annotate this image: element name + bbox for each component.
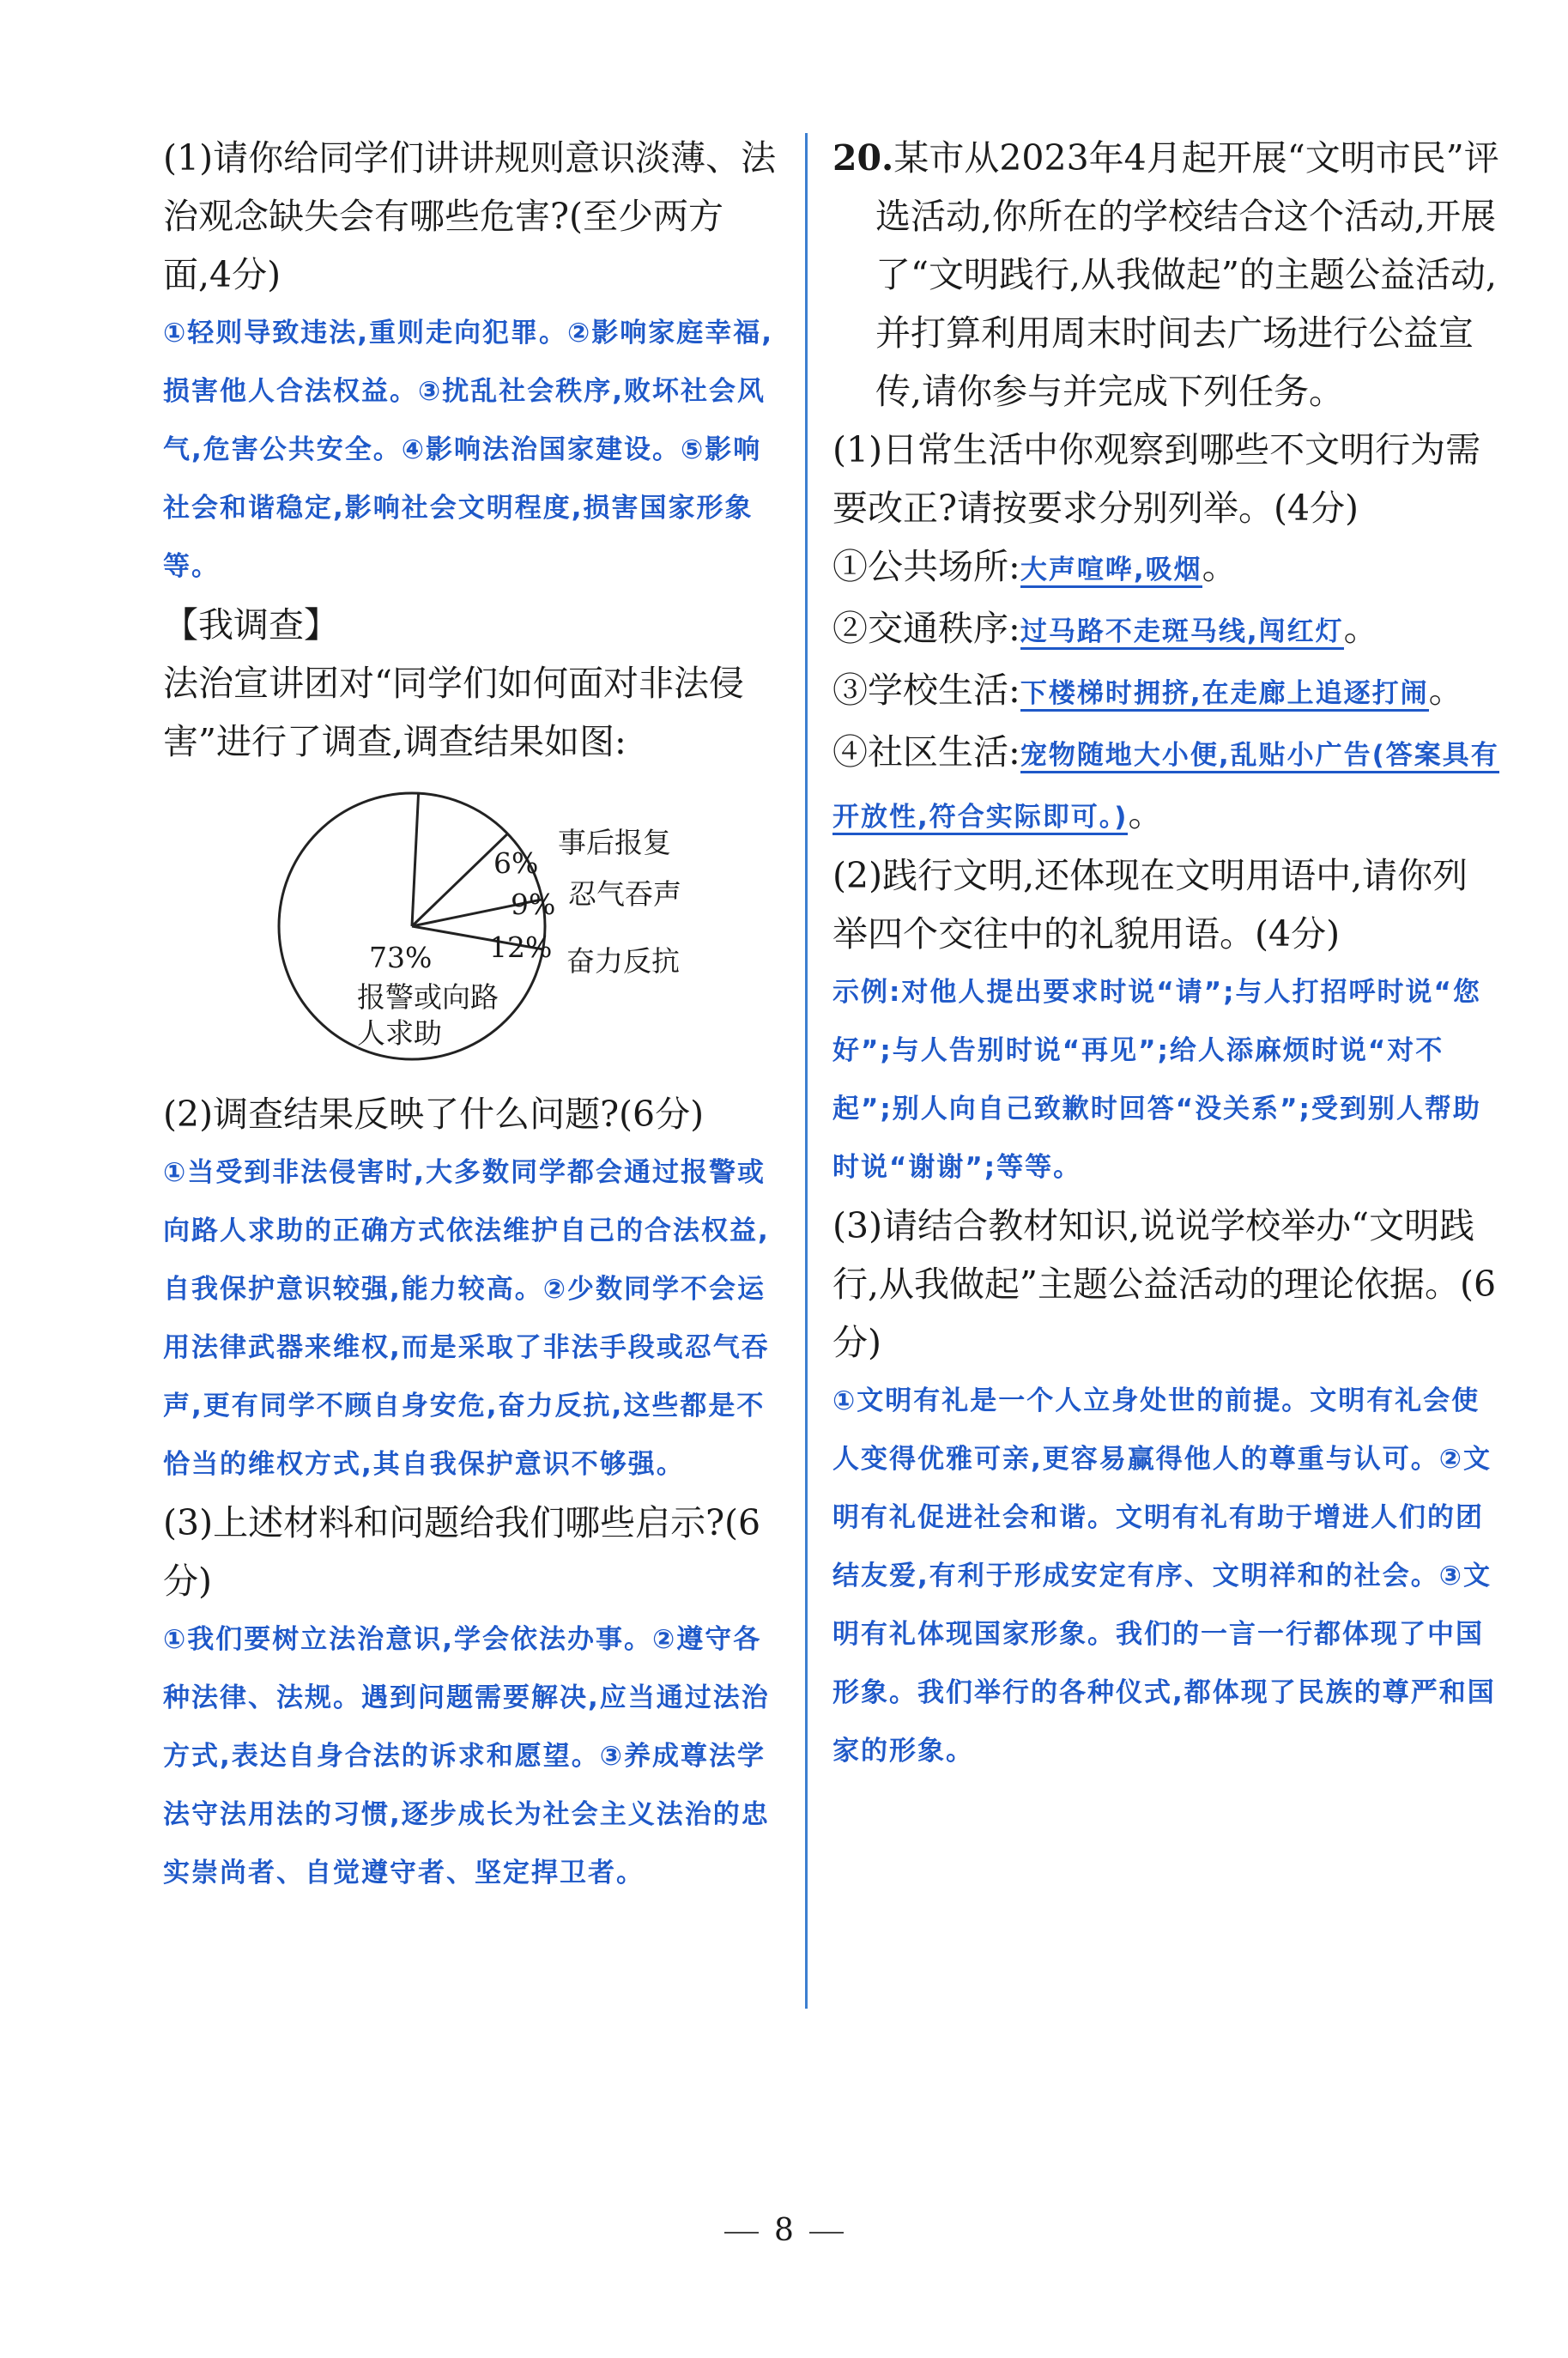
q20-2-answer: 示例:对他人提出要求时说“请”;与人打招呼时说“您好”;与人告别时说“再见”;给人添麻烦时说“对不起”;别人向自己致歉时回答“没关系”;受到别人帮助时说“谢谢”;等等。 (832, 977, 1481, 1183)
pie-chart (163, 776, 788, 1085)
q20-2-prompt: (2)践行文明,还体现在文明用语中,请你列举四个交往中的礼貌用语。(4分) (832, 855, 1468, 955)
item-answer: 下楼梯时拥挤,在走廊上追逐打闹 (1020, 678, 1429, 712)
survey-intro: 法治宣讲团对“同学们如何面对非法侵害”进行了调查,调查结果如图: (163, 663, 744, 762)
item-answer: 大声喧哗,吸烟 (1020, 555, 1202, 588)
pie-slice-boundary-2 (412, 793, 419, 926)
item-label: ②交通秩序: (832, 608, 1020, 649)
q20-3-prompt: (3)请结合教材知识,说说学校举办“文明践行,从我做起”主题公益活动的理论依据。(6分) (832, 1205, 1497, 1363)
pie-legend-label-4: 事后报复 (558, 826, 671, 859)
q20-stem: 某市从2023年4月起开展“文明市民”评选活动,你所在的学校结合这个活动,开展了“文明践行,从我做起”的主题公益活动,并打算利用周末时间去广场进行公益宣传,请你参与并完成下列任务。 (875, 137, 1499, 412)
item-label: ④社区生活: (832, 731, 1020, 773)
pie-value-label-2: 12% (489, 930, 553, 964)
pie-legend-label-2: 奋力反抗 (566, 944, 680, 978)
q1-answer: ①轻则导致违法,重则走向犯罪。②影响家庭幸福,损害他人合法权益。③扰乱社会秩序,败坏社会风气,危害公共安全。④影响法治国家建设。⑤影响社会和谐稳定,影响社会文明程度,损害国家形象等。 (163, 318, 774, 582)
q2-prompt: (2)调查结果反映了什么问题?(6分) (163, 1094, 705, 1135)
footer-dash-right (809, 2232, 844, 2234)
item-label: ③学校生活: (832, 670, 1020, 711)
item-label: ①公共场所: (832, 546, 1020, 587)
column-divider (805, 133, 808, 2009)
item-answer: 宠物随地大小便,乱贴小广告(答案具有开放性,符合实际即可。) (832, 740, 1499, 835)
pie-center-label-line1: 报警或向路 (357, 980, 499, 1014)
pie-chart-svg (163, 776, 788, 1085)
q20-1-prompt: (1)日常生活中你观察到哪些不文明行为需要改正?请按要求分别列举。(4分) (832, 429, 1481, 529)
pie-value-label-3: 9% (511, 888, 556, 921)
item-tail: 。 (1343, 608, 1379, 649)
pie-value-label-1: 73% (369, 941, 433, 974)
footer-dash-left (724, 2232, 759, 2234)
item-tail: 。 (1202, 546, 1238, 587)
item-public-places (832, 537, 1502, 599)
pie-legend-label-3: 忍气吞声 (568, 877, 681, 911)
pie-center-label-line2: 人求助 (357, 1016, 442, 1050)
q20-3-answer: ①文明有礼是一个人立身处世的前提。文明有礼会使人变得优雅可亲,更容易赢得他人的尊重与认可。②文明有礼促进社会和谐。文明有礼有助于增进人们的团结友爱,有利于形成安定有序、文明祥和的社会。③文明有礼体现国家形象。我们的一言一行都体现了中国形象。我们举行的各种仪式,都体现了民族的尊严和国家的形象。 (832, 1385, 1496, 1767)
q20-stem-block (832, 129, 1502, 421)
right-column (832, 129, 1502, 1780)
q2-answer: ①当受到非法侵害时,大多数同学都会通过报警或向路人求助的正确方式依法维护自己的合法权益,自我保护意识较强,能力较高。②少数同学不会运用法律武器来维权,而是采取了非法手段或忍气吞声,更有同学不顾自身安危,奋力反抗,这些都是不恰当的维权方式,其自我保护意识不够强。 (163, 1157, 770, 1480)
section-title: 【我调查】 (163, 604, 339, 646)
page-number: 8 (774, 2213, 794, 2248)
item-school (832, 661, 1502, 723)
q3-prompt: (3)上述材料和问题给我们哪些启示?(6分) (163, 1502, 761, 1602)
q20-number: 20. (832, 137, 894, 179)
item-traffic (832, 599, 1502, 661)
item-tail: 。 (1128, 793, 1164, 834)
page-footer (0, 2213, 1568, 2248)
pie-value-label-4: 6% (493, 846, 539, 880)
q1-prompt: (1)请你给同学们讲讲规则意识淡薄、法治观念缺失会有哪些危害?(至少两方面,4分) (163, 137, 777, 295)
item-community (832, 723, 1502, 846)
q3-answer: ①我们要树立法治意识,学会依法办事。②遵守各种法律、法规。遇到问题需要解决,应当通过法治方式,表达自身合法的诉求和愿望。③养成尊法学法守法用法的习惯,逐步成长为社会主义法治的忠实崇尚者、自觉遵守者、坚定捍卫者。 (163, 1624, 770, 1888)
left-column (163, 129, 788, 1902)
item-answer: 过马路不走斑马线,闯红灯 (1020, 616, 1344, 650)
item-tail: 。 (1428, 670, 1464, 711)
